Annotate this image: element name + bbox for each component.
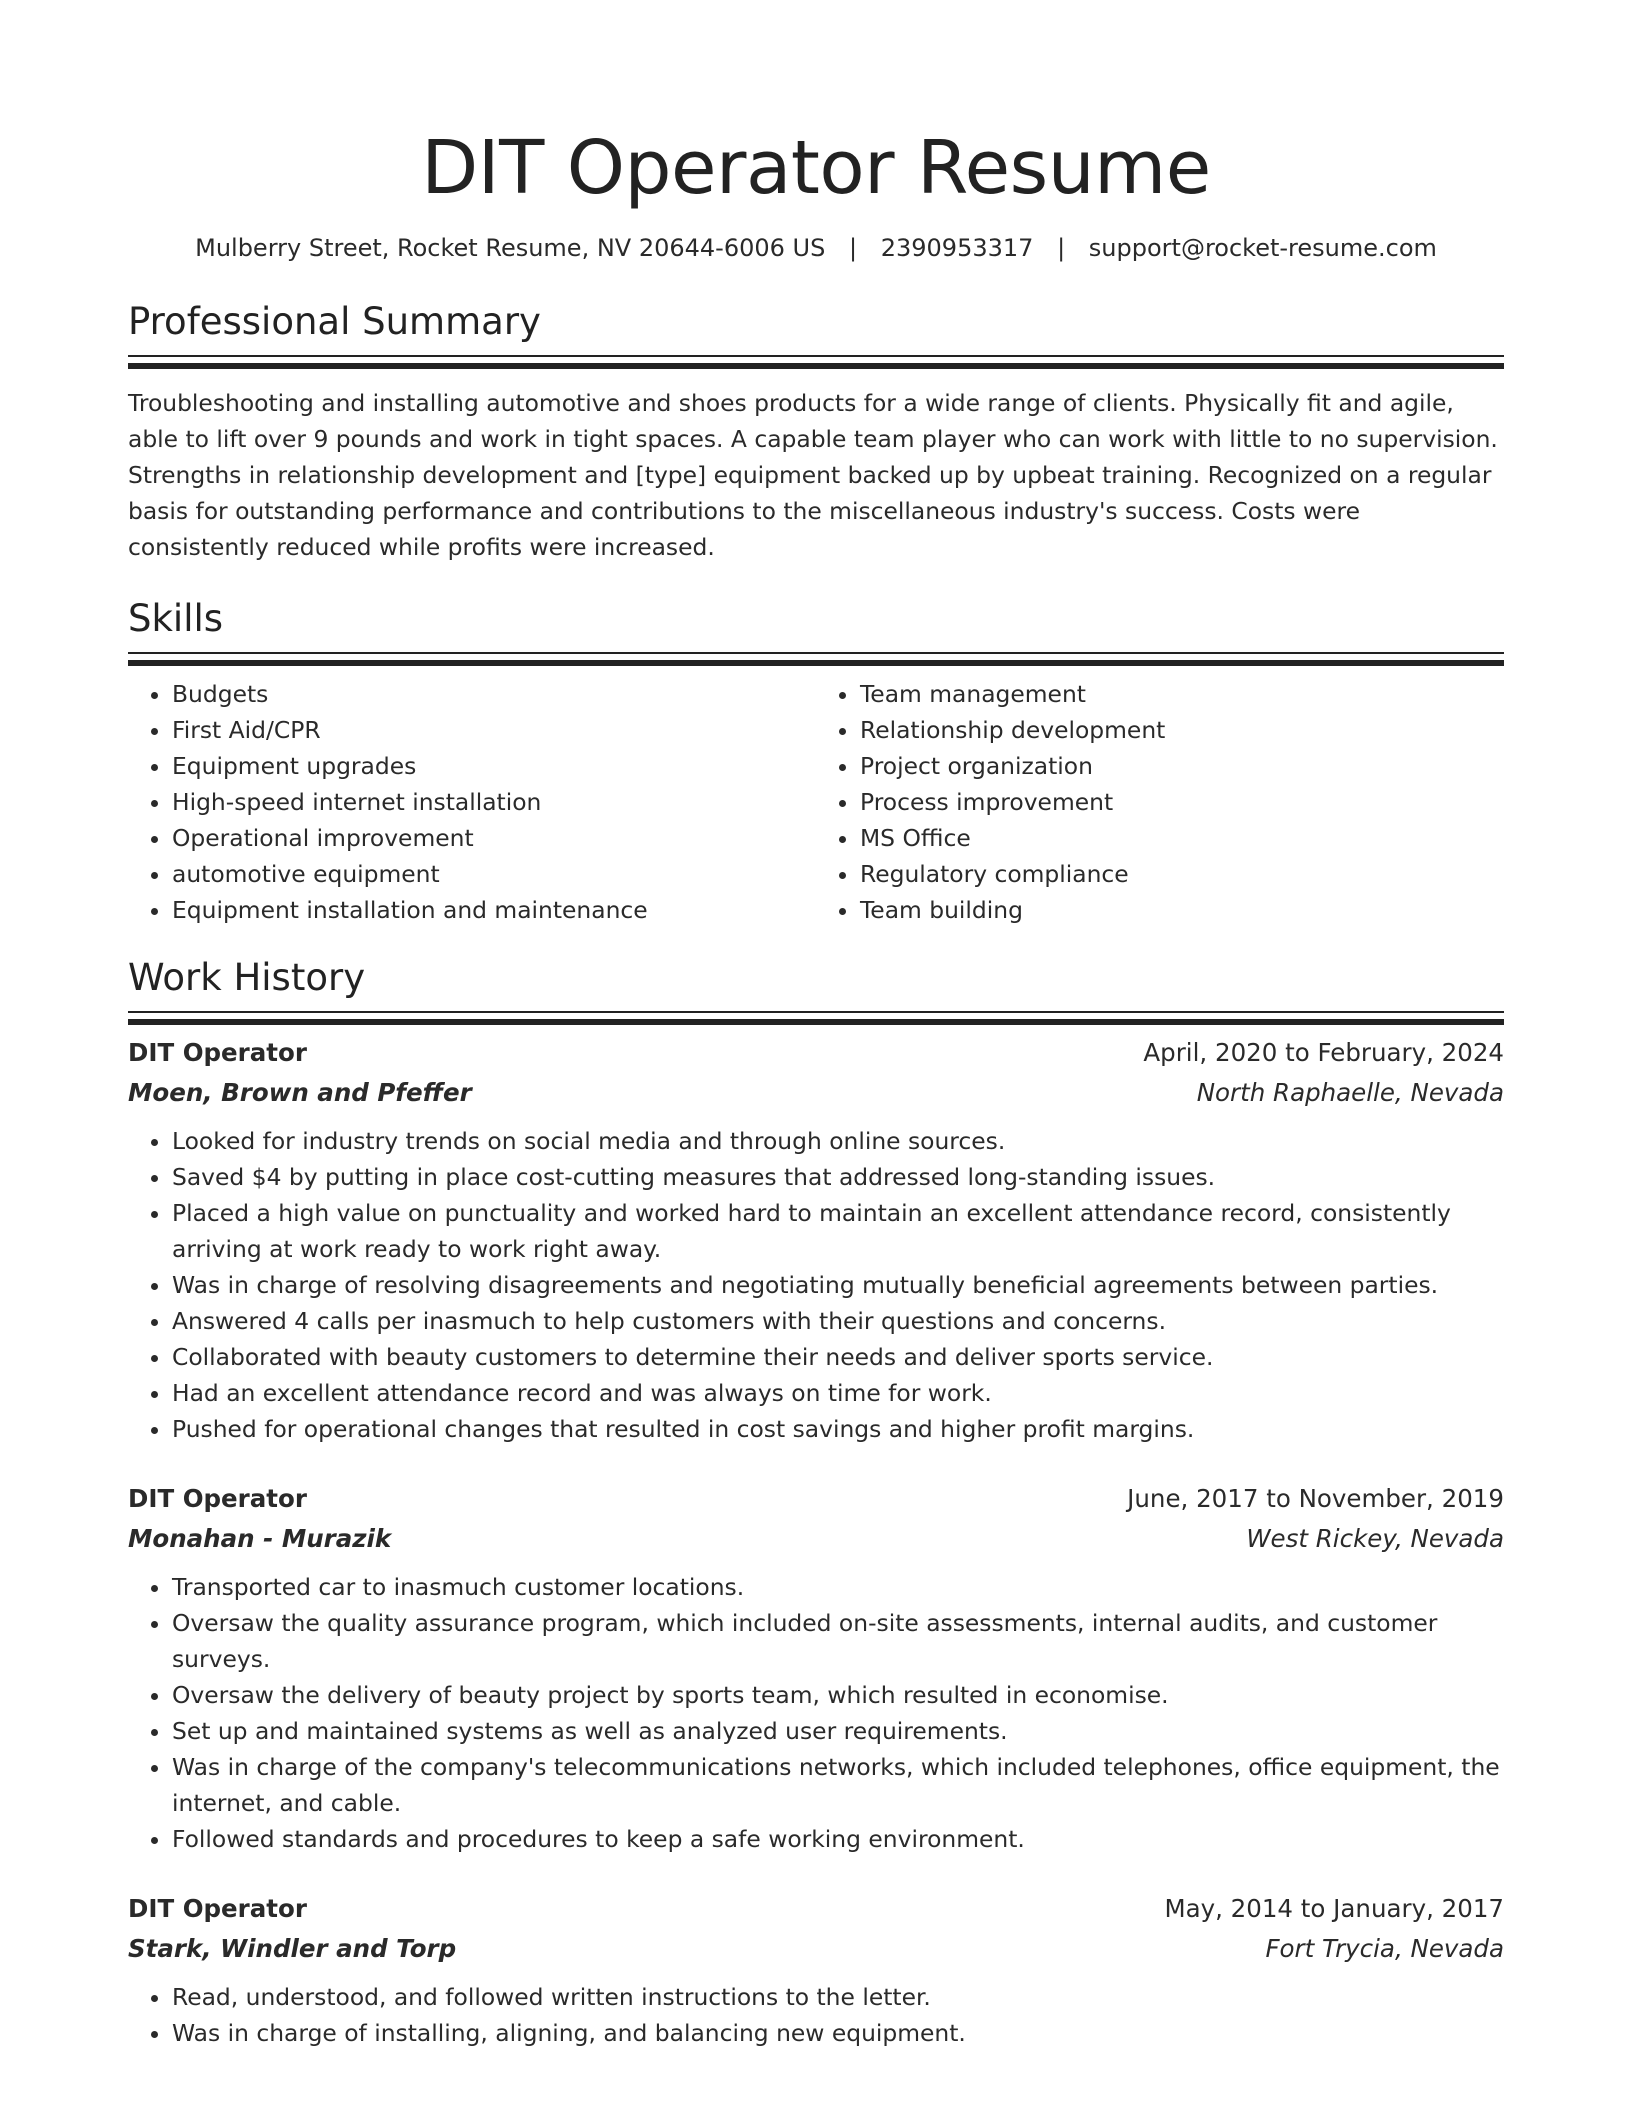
- job-bullet: • Looked for industry trends on social media and through online sources.: [172, 1123, 1504, 1159]
- job-bullet: • Placed a high value on punctuality and worked hard to maintain an excellent attendance record, consistently arriving at work ready to work right away.: [172, 1195, 1504, 1267]
- job-location: North Raphaelle, Nevada: [1196, 1078, 1504, 1107]
- job-bullet: • Oversaw the delivery of beauty project by sports team, which resulted in economise.: [172, 1677, 1504, 1713]
- summary-heading: Professional Summary: [128, 300, 541, 343]
- job-dates: June, 2017 to November, 2019: [1127, 1484, 1504, 1513]
- skill-item: • First Aid/CPR: [172, 712, 816, 748]
- skill-item: • High-speed internet installation: [172, 784, 816, 820]
- skills-section: [128, 595, 1504, 928]
- skill-item: • Budgets: [172, 676, 816, 712]
- summary-section: [128, 298, 1504, 565]
- job-bullet: • Was in charge of installing, aligning, and balancing new equipment.: [172, 2015, 1504, 2051]
- job-bullets: [128, 1979, 1504, 2051]
- job-bullets: [128, 1123, 1504, 1447]
- skills-list-left: [128, 676, 816, 928]
- job-bullet: • Was in charge of the company's telecommunications networks, which included telephones, office equipment, the internet, and cable.: [172, 1749, 1504, 1821]
- job-title: DIT Operator: [128, 1038, 307, 1067]
- summary-text: Troubleshooting and installing automotive and shoes products for a wide range of clients. Physically fit and agile, able to lift over 9 pounds and work in tight spaces. A capable team player who can work with little to no supervision. Strengths in relationship development and [type] equipment backed up by upbeat training. Recognized on a regular basis for outstanding performance and contributions to the miscellaneous industry's success. Costs were consistently reduced while profits were increased.: [128, 389, 1498, 561]
- job-company: Stark, Windler and Torp: [128, 1934, 457, 1963]
- job-subheader: [128, 1073, 1504, 1113]
- job-company: Monahan - Murazik: [128, 1524, 392, 1553]
- skill-item: • Regulatory compliance: [860, 856, 1504, 892]
- job-bullet: • Answered 4 calls per inasmuch to help customers with their questions and concerns.: [172, 1303, 1504, 1339]
- job-bullet: • Saved $4 by putting in place cost-cutting measures that addressed long-standing issues.: [172, 1159, 1504, 1195]
- skill-item: • Team building: [860, 892, 1504, 928]
- job-bullet: • Read, understood, and followed written instructions to the letter.: [172, 1979, 1504, 2015]
- skill-item: • automotive equipment: [172, 856, 816, 892]
- job-header: [128, 1033, 1504, 1073]
- job-bullet: • Followed standards and procedures to keep a safe working environment.: [172, 1821, 1504, 1857]
- job-header: [128, 1479, 1504, 1519]
- job-entry: [128, 1033, 1504, 1447]
- job-bullet: • Set up and maintained systems as well as analyzed user requirements.: [172, 1713, 1504, 1749]
- job-company: Moen, Brown and Pfeffer: [128, 1078, 472, 1107]
- skill-item: • MS Office: [860, 820, 1504, 856]
- skill-item: • Relationship development: [860, 712, 1504, 748]
- job-dates: April, 2020 to February, 2024: [1143, 1038, 1504, 1067]
- job-title: DIT Operator: [128, 1484, 307, 1513]
- resume-page: [128, 0, 1504, 2051]
- job-location: West Rickey, Nevada: [1246, 1524, 1504, 1553]
- skill-item: • Project organization: [860, 748, 1504, 784]
- job-bullet: • Was in charge of resolving disagreements and negotiating mutually beneficial agreements between parties.: [172, 1267, 1504, 1303]
- contact-email: support@rocket-resume.com: [1088, 234, 1437, 262]
- skill-item: • Team management: [860, 676, 1504, 712]
- job-title: DIT Operator: [128, 1894, 307, 1923]
- work-history-section: [128, 954, 1504, 2051]
- contact-separator: |: [848, 234, 858, 262]
- job-entry: [128, 1479, 1504, 1857]
- skills-list-right: [816, 676, 1504, 928]
- skills-heading: Skills: [128, 597, 224, 640]
- skill-item: • Process improvement: [860, 784, 1504, 820]
- job-bullets: [128, 1569, 1504, 1857]
- job-bullet: • Oversaw the quality assurance program, which included on-site assessments, internal audits, and customer surveys.: [172, 1605, 1504, 1677]
- job-header: [128, 1889, 1504, 1929]
- contact-separator: |: [1057, 234, 1066, 262]
- resume-title: DIT Operator Resume: [421, 125, 1211, 211]
- contact-address: Mulberry Street, Rocket Resume, NV 20644-6006 US: [195, 234, 826, 262]
- skill-item: • Operational improvement: [172, 820, 816, 856]
- contact-line: [128, 232, 1504, 264]
- skill-item: • Equipment upgrades: [172, 748, 816, 784]
- job-subheader: [128, 1929, 1504, 1969]
- contact-phone: 2390953317: [880, 234, 1034, 262]
- job-dates: May, 2014 to January, 2017: [1164, 1894, 1504, 1923]
- section-divider: [128, 1011, 1504, 1013]
- job-subheader: [128, 1519, 1504, 1559]
- job-bullet: • Transported car to inasmuch customer locations.: [172, 1569, 1504, 1605]
- job-bullet: • Had an excellent attendance record and was always on time for work.: [172, 1375, 1504, 1411]
- work-history-heading: Work History: [128, 956, 366, 999]
- job-location: Fort Trycia, Nevada: [1265, 1934, 1504, 1963]
- section-divider: [128, 652, 1504, 654]
- skill-item: • Equipment installation and maintenance: [172, 892, 816, 928]
- job-bullet: • Collaborated with beauty customers to determine their needs and deliver sports service.: [172, 1339, 1504, 1375]
- job-entry: [128, 1889, 1504, 2051]
- job-bullet: • Pushed for operational changes that resulted in cost savings and higher profit margins.: [172, 1411, 1504, 1447]
- section-divider: [128, 355, 1504, 357]
- skills-columns: [128, 676, 1504, 928]
